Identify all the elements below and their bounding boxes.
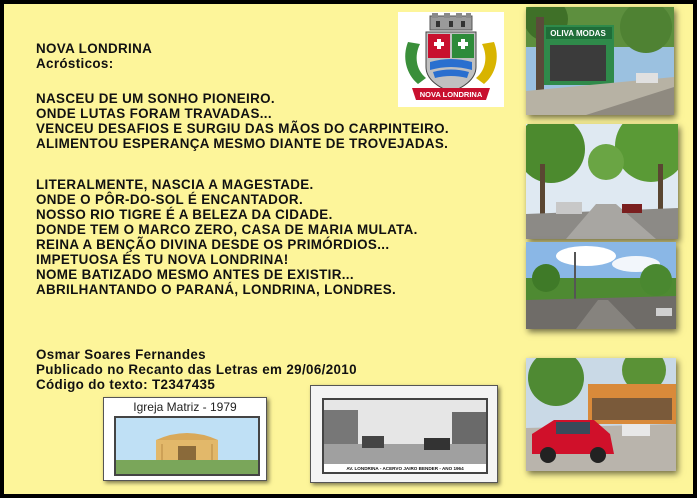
stanza-2 xyxy=(36,177,418,297)
photo-avenue-sky xyxy=(526,242,676,329)
igreja-caption: Igreja Matriz - 1979 xyxy=(133,400,237,414)
verse-line: IMPETUOSA ÉS TU NOVA LONDRINA! xyxy=(36,252,289,267)
publication-note: Publicado no Recanto das Letras em 29/06/2010 xyxy=(36,362,357,377)
verse-line: ABRILHANTANDO O PARANÁ, LONDRINA, LONDRES. xyxy=(36,282,397,297)
avenida-frame xyxy=(310,385,498,483)
photo-tree-lined-street xyxy=(526,124,678,239)
verse-line: REINA A BENÇÃO DIVINA DESDE OS PRIMÓRDIOS... xyxy=(36,237,390,252)
verse-line: VENCEU DESAFIOS E SURGIU DAS MÃOS DO CARPINTEIRO. xyxy=(36,121,449,136)
avenida-caption: AV. LONDRINA - ACERVO JAIRO BENDER - ANO 1964 xyxy=(346,466,464,471)
author-name: Osmar Soares Fernandes xyxy=(36,347,206,362)
verse-line: ALIMENTOU ESPERANÇA MESMO DIANTE DE TROVEJADAS. xyxy=(36,136,449,151)
city-crest xyxy=(398,12,504,107)
verse-line: ONDE O PÔR-DO-SOL É ENCANTADOR. xyxy=(36,192,304,207)
igreja-matriz-frame xyxy=(103,397,267,481)
verse-line: NASCEU DE UM SONHO PIONEIRO. xyxy=(36,91,275,106)
stanza-1 xyxy=(36,91,449,151)
poem-header xyxy=(36,41,152,71)
photo-red-car xyxy=(526,358,676,471)
igreja-photo xyxy=(114,416,260,476)
verse-line: NOME BATIZADO MESMO ANTES DE EXISTIR... xyxy=(36,267,354,282)
photo-storefront-street xyxy=(526,7,674,115)
poem-subtitle: Acrósticos: xyxy=(36,56,114,71)
verse-line: ONDE LUTAS FORAM TRAVADAS... xyxy=(36,106,272,121)
poem-title: NOVA LONDRINA xyxy=(36,41,153,56)
verse-line: NOSSO RIO TIGRE É A BELEZA DA CIDADE. xyxy=(36,207,333,222)
storefront-sign: OLIVA MODAS xyxy=(550,29,606,38)
avenida-photo xyxy=(322,398,488,474)
verse-line: DONDE TEM O MARCO ZERO, CASA DE MARIA MULATA. xyxy=(36,222,418,237)
credits xyxy=(36,347,357,392)
crest-banner-text: NOVA LONDRINA xyxy=(419,90,483,99)
verse-line: LITERALMENTE, NASCIA A MAGESTADE. xyxy=(36,177,314,192)
text-code: Código do texto: T2347435 xyxy=(36,377,216,392)
